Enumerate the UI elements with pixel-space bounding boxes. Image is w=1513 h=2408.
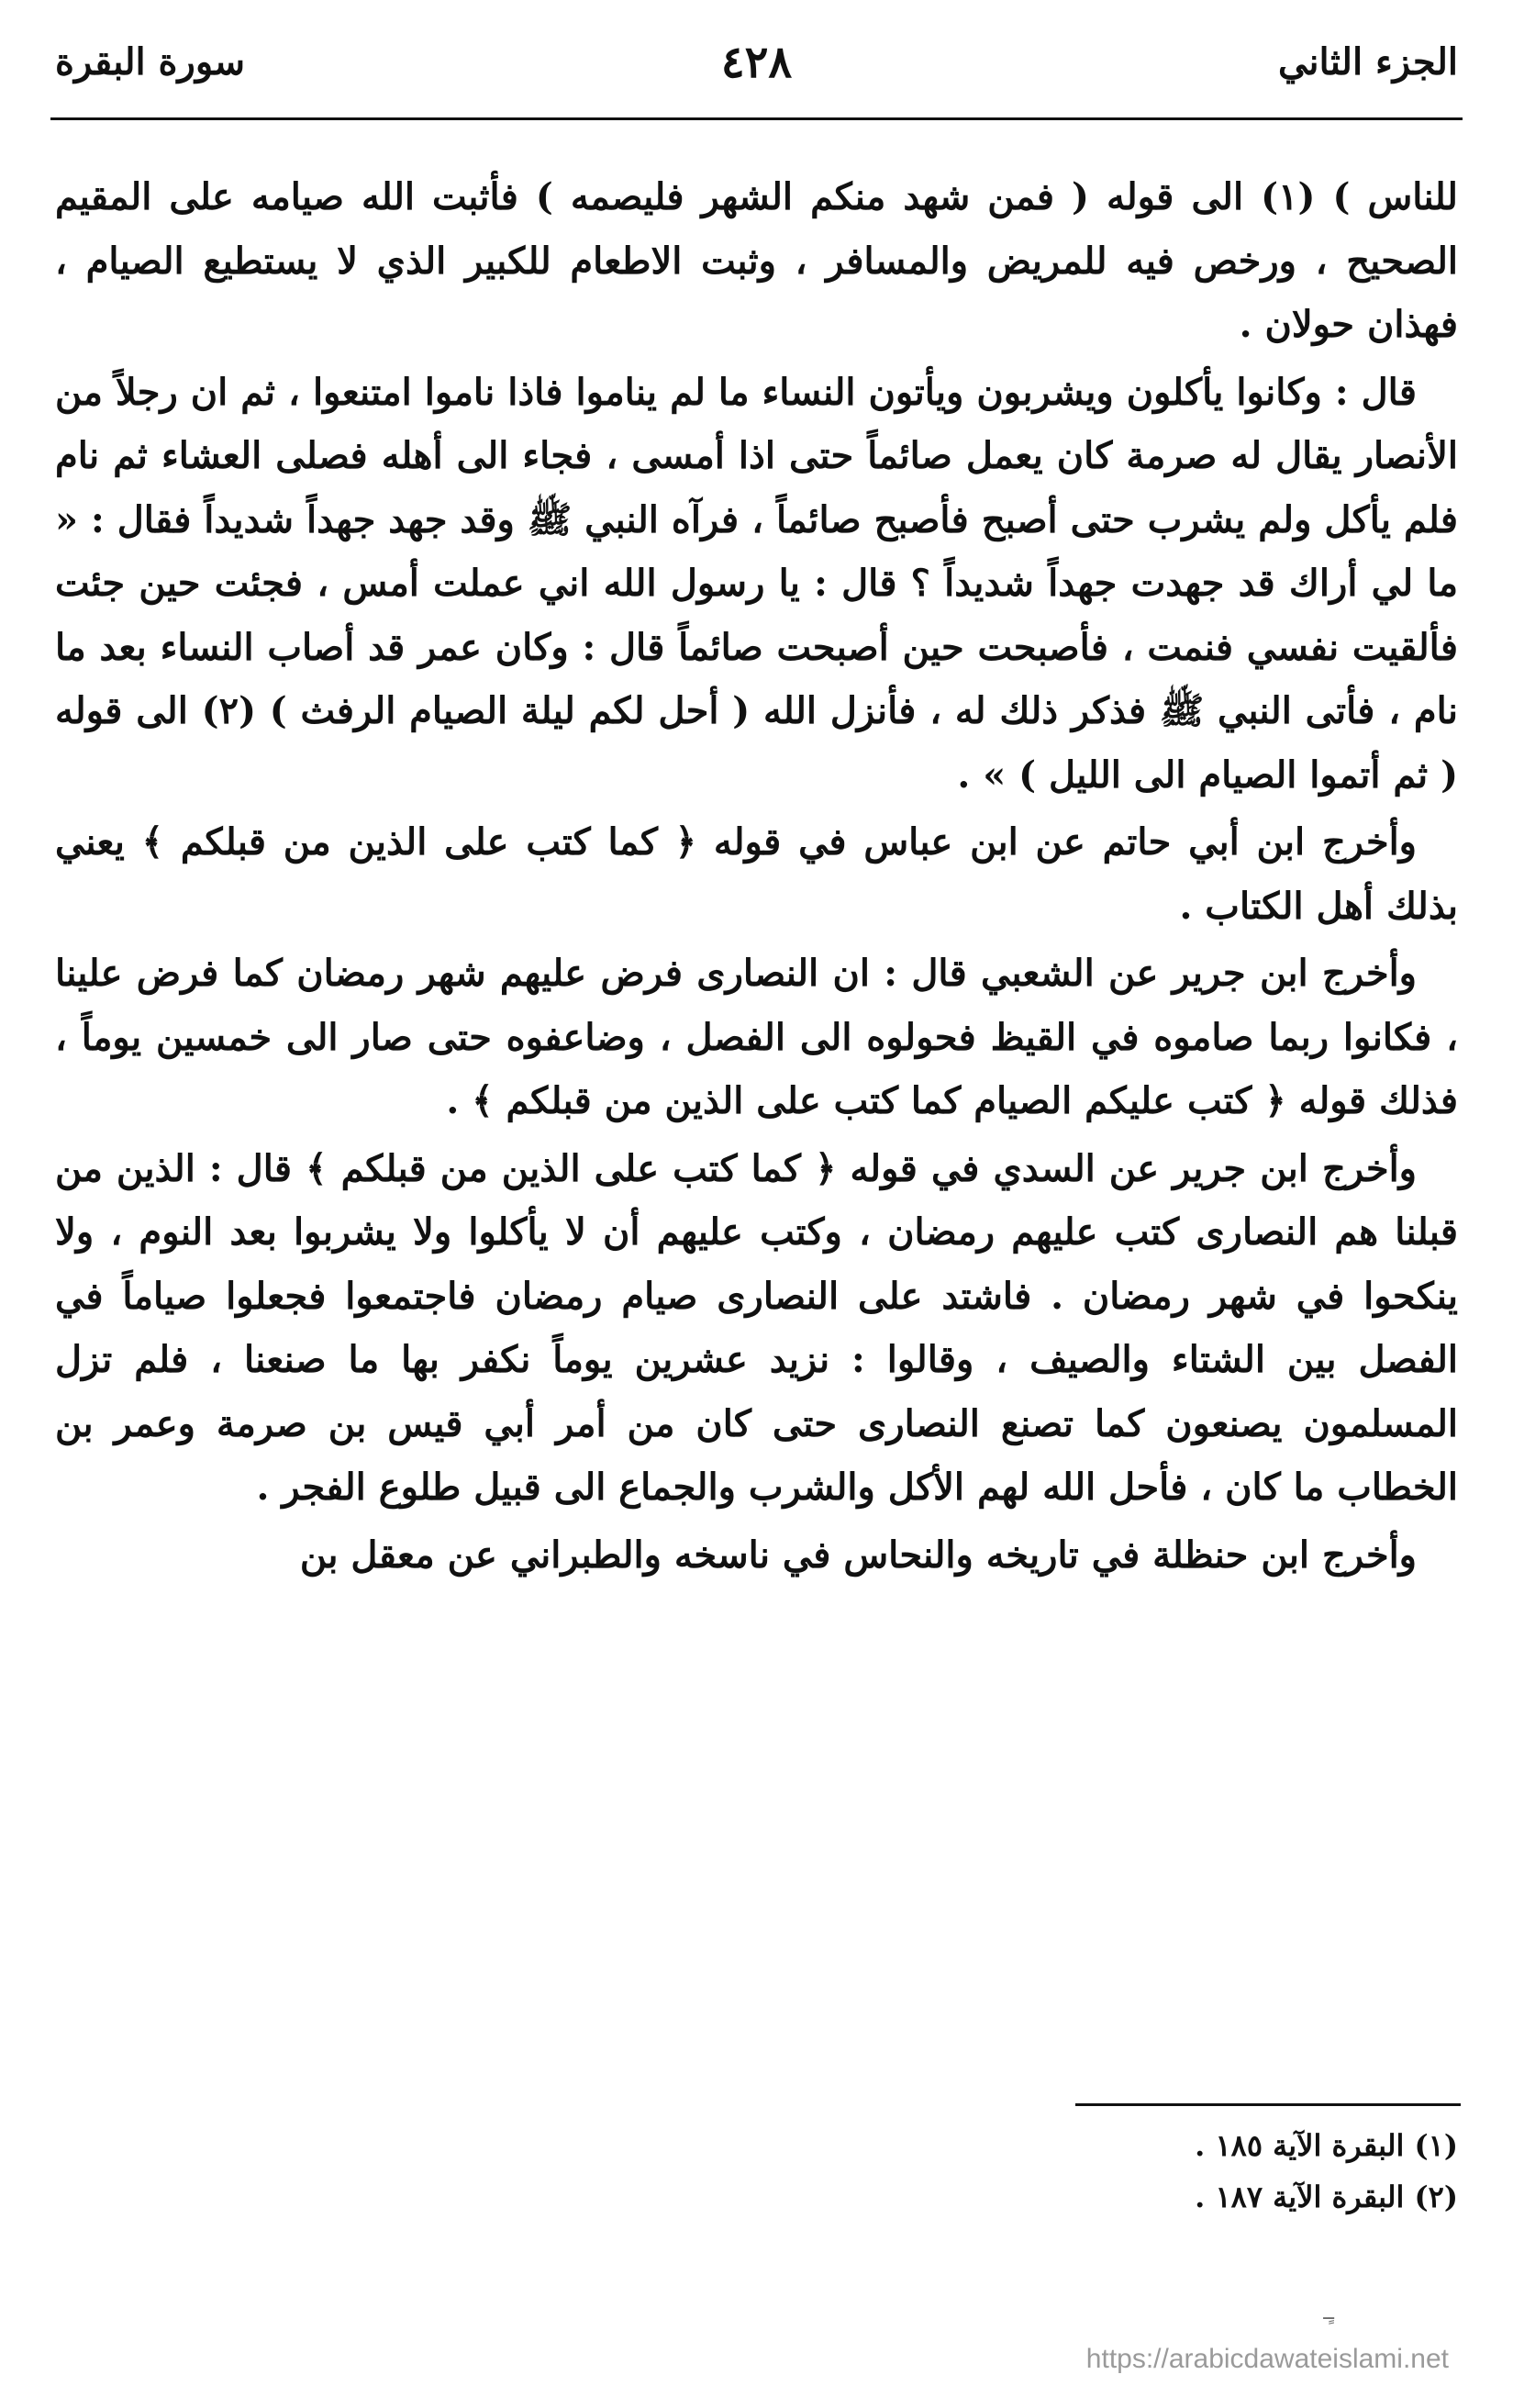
- footnote-2: (٢) البقرة الآية ١٨٧ .: [1195, 2179, 1458, 2214]
- watermark-url: https://arabicdawateislami.net: [1085, 2344, 1449, 2374]
- main-text: [55, 165, 1458, 1590]
- header-divider: [50, 117, 1463, 120]
- paragraph: وأخرج ابن جرير عن الشعبي قال : ان النصارى فرض عليهم شهر رمضان كما فرض علينا ، فكانوا ربما صاموه في القيظ فحولوه الى الفصل ، وضاعفوه حتى صار الى خمسين يوماً ، فذلك قوله ﴿ كتب عليكم الصيام كما كتب على الذين من قبلكم ﴾ .: [55, 952, 1458, 1122]
- footnote-1: (١) البقرة الآية ١٨٥ .: [1195, 2128, 1458, 2163]
- paragraph: وأخرج ابن جرير عن السدي في قوله ﴿ كما كتب على الذين من قبلكم ﴾ قال : الذين من قبلنا هم النصارى كتب عليهم رمضان ، وكتب عليهم أن لا يأكلوا ولا يشربوا بعد النوم ، ولا ينكحوا في شهر رمضان . فاشتد على النصارى صيام رمضان فاجتمعوا فجعلوا صياماً في الفصل بين الشتاء والصيف ، وقالوا : نزيد عشرين يوماً نكفر بها ما صنعنا ، فلم تزل المسلمون يصنعون كما تصنع النصارى حتى كان من أمر أبي قيس بن صرمة وعمر بن الخطاب ما كان ، فأحل الله لهم الأكل والشرب والجماع الى قبيل طلوع الفجر .: [55, 1146, 1458, 1509]
- surah-title: سورة البقرة: [55, 40, 246, 84]
- paragraph: وأخرج ابن حنظلة في تاريخه والنحاس في ناسخه والطبراني عن معقل بن: [299, 1533, 1417, 1577]
- paragraph: وأخرج ابن أبي حاتم عن ابن عباس في قوله ﴿ كما كتب على الذين من قبلكم ﴾ يعني بذلك أهل الكتاب .: [55, 820, 1458, 928]
- page-number: ٤٢٨: [720, 37, 793, 88]
- corner-mark: ـٍـ: [1323, 2302, 1334, 2324]
- paragraph: للناس ) (١) الى قوله ( فمن شهد منكم الشهر فليصمه ) فأثبت الله صيامه على المقيم الصحيح ، ورخص فيه للمريض والمسافر ، وثبت الاطعام للكبير الذي لا يستطيع الصيام ، فهذان حولان .: [55, 175, 1459, 346]
- footnotes: [1195, 2120, 1458, 2223]
- paragraph: قال : وكانوا يأكلون ويشربون ويأتون النساء ما لم يناموا فاذا ناموا امتنعوا ، ثم ان رجلاً من الأنصار يقال له صرمة كان يعمل صائماً حتى اذا أمسى ، فجاء الى أهله فصلى العشاء ثم نام فلم يأكل ولم يشرب حتى أصبح فأصبح صائماً ، فرآه النبي ﷺ وقد جهد جهداً شديداً فقال : « ما لي أراك قد جهدت جهداً شديداً ؟ قال : يا رسول الله اني عملت أمس ، فجئت حين جئت فألقيت نفسي فنمت ، فأصبحت حين أصبحت صائماً قال : وكان عمر قد أصاب النساء بعد ما نام ، فأتى النبي ﷺ فذكر ذلك له ، فأنزل الله ( أحل لكم ليلة الصيام الرفث ) (٢) الى قوله ( ثم أتموا الصيام الى الليل ) » .: [55, 370, 1458, 797]
- part-title: الجزء الثاني: [1278, 40, 1458, 84]
- page-header: [55, 37, 1458, 105]
- footnote-divider: [1075, 2103, 1461, 2106]
